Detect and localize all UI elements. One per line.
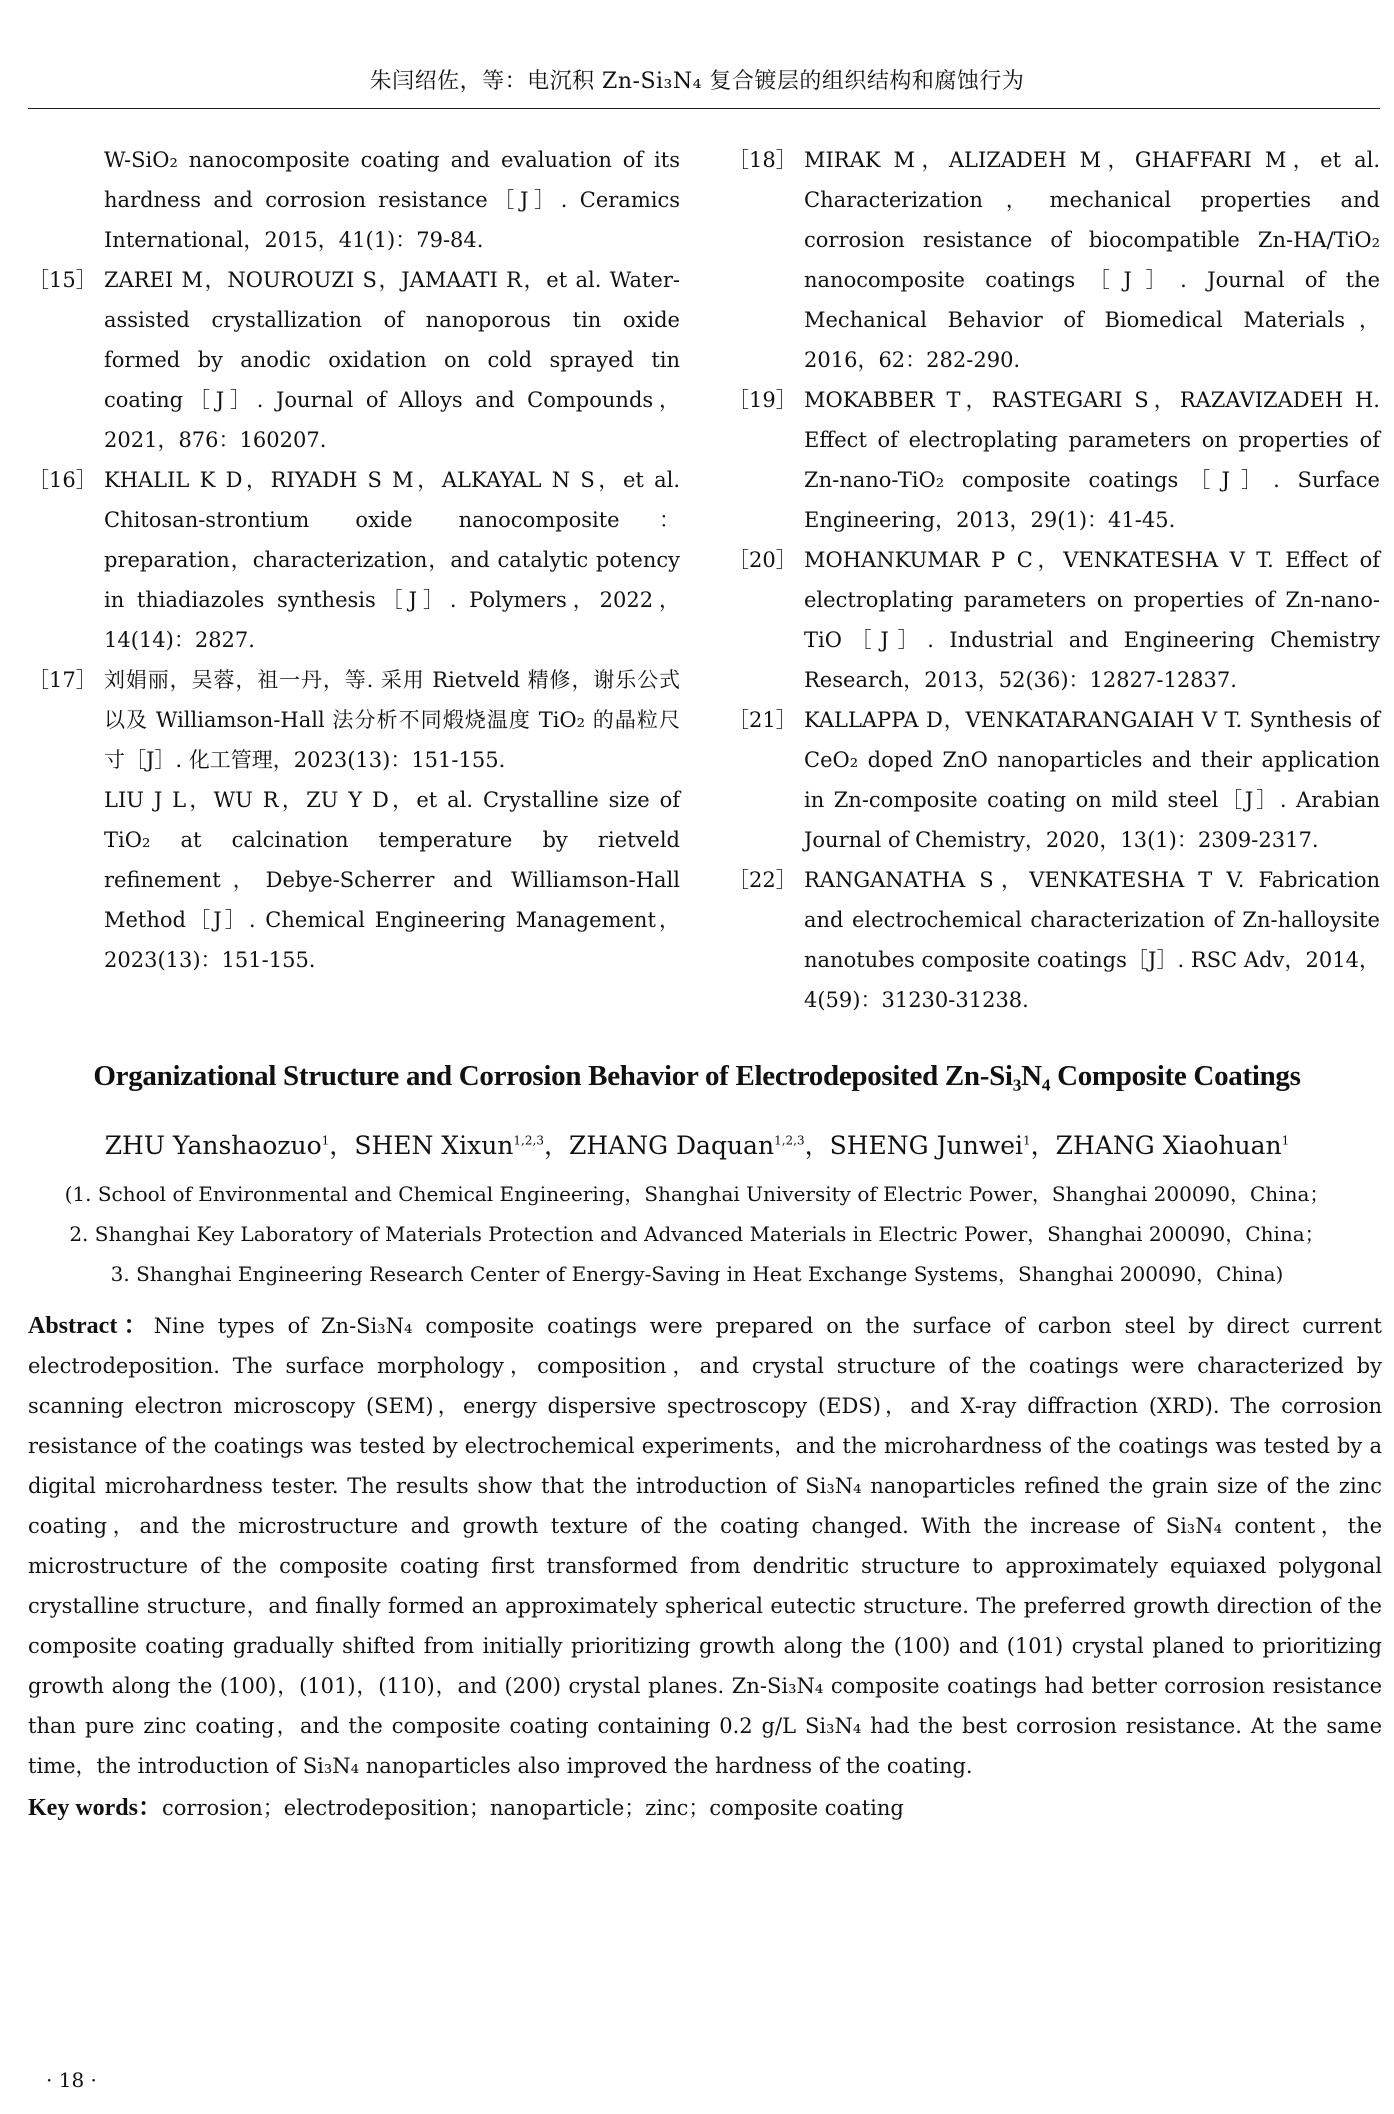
reference-text: ZAREI M，NOUROUZI S，JAMAATI R，et al. Water-assisted crystallization of nanoporous tin oxide formed by anodic oxidation on cold sprayed tin coating［J］. Journal of Alloys and Compounds，2021，876：160207. [104,268,680,452]
reference-number: ［20］ [728,548,797,572]
author-affiliation-mark: 1 [321,1133,330,1148]
author-name: ZHANG Daquan [568,1131,775,1160]
reference-text: KHALIL K D，RIYADH S M，ALKAYAL N S，et al. Chitosan-strontium oxide nanocomposite：preparation，characterization，and catalytic potency in thiadiazoles synthesis［J］. Polymers，2022，14(14)：2827. [104,468,680,652]
reference-body [104,260,680,460]
reference-number: ［15］ [28,268,97,292]
abstract-text: Nine types of Zn-Si₃N₄ composite coatings were prepared on the surface of carbon steel by direct current electrodeposition. The surface morphology，composition，and crystal structure of the coatings were characterized by scanning electron microscopy (SEM)，energy dispersive spectroscopy (EDS)，and X-ray diffraction (XRD). The corrosion resistance of the coatings was tested by electrochemical experiments，and the microhardness of the coatings was tested by a digital microhardness tester. The results show that the introduction of Si₃N₄ nanoparticles refined the grain size of the zinc coating，and the microstructure and growth texture of the coating changed. With the increase of Si₃N₄ content，the microstructure of the composite coating first transformed from dendritic structure to approximately equiaxed polygonal crystalline structure，and finally formed an approximately spherical eutectic structure. The preferred growth direction of the composite coating gradually shifted from initially prioritizing growth along the (100) and (101) crystal planed to prioritizing growth along the (100)，(101)，(110)，and (200) crystal planes. Zn-Si₃N₄ composite coatings had better corrosion resistance than pure zinc coating，and the composite coating containing 0.2 g/L Si₃N₄ had the best corrosion resistance. At the same time，the introduction of Si₃N₄ nanoparticles also improved the hardness of the coating. [28,1314,1382,1778]
reference-number: ［16］ [28,468,97,492]
reference-item [28,460,680,660]
header-rule [28,108,1380,109]
reference-number [28,140,104,260]
reference-body [804,860,1380,1020]
reference-text: LIU J L，WU R，ZU Y D，et al. Crystalline size of TiO₂ at calcination temperature by rietveld refinement，Debye-Scherrer and Williamson-Hall Method［J］. Chemical Engineering Management，2023(13)：151-155. [104,788,680,972]
reference-body [104,140,680,260]
reference-item [728,140,1380,380]
reference-text: MIRAK M，ALIZADEH M，GHAFFARI M，et al. Characterization，mechanical properties and corrosion resistance of biocompatible Zn-HA/TiO₂ nanocomposite coatings［J］. Journal of the Mechanical Behavior of Biomedical Materials，2016，62：282-290. [804,148,1380,372]
abstract [28,1306,1382,1786]
keywords [28,1788,1382,1828]
author-separator: ， [1030,1131,1056,1160]
abstract-label: Abstract： [28,1313,154,1339]
author-affiliation-mark: 1 [1023,1133,1031,1148]
page-number: · 18 · [46,2068,97,2092]
author-name: SHENG Junwei [829,1131,1024,1160]
reference-item [728,860,1380,1020]
reference-item [28,660,680,980]
running-title: 朱闫绍佐，等：电沉积 Zn-Si₃N₄ 复合镀层的组织结构和腐蚀行为 [369,69,1025,94]
reference-text: W-SiO₂ nanocomposite coating and evaluation of its hardness and corrosion resistance［J］. Ceramics International，2015，41(1)：79-84. [104,148,680,252]
author-name: ZHANG Xiaohuan [1055,1131,1282,1160]
author-affiliation-mark: 1,2,3 [774,1133,805,1148]
reference-item [728,380,1380,540]
reference-text: KALLAPPA D，VENKATARANGAIAH V T. Synthesis of CeO₂ doped ZnO nanoparticles and their application in Zn-composite coating on mild steel［J］. Arabian Journal of Chemistry，2020，13(1)：2309-2317. [804,708,1380,852]
reference-body [804,540,1380,700]
reference-text: 刘娟丽，吴蓉，祖一丹，等. 采用 Rietveld 精修，谢乐公式以及 Williamson-Hall 法分析不同煅烧温度 TiO₂ 的晶粒尺寸［J］. 化工管理，2023(13)：151-155. [104,668,680,772]
author-separator: ， [329,1131,355,1160]
reference-item [28,140,680,260]
author-affiliation-mark: 1,2,3 [513,1133,544,1148]
author-separator: ， [543,1131,569,1160]
author-list [0,1126,1394,1162]
reference-body [104,460,680,660]
reference-item [28,260,680,460]
author-name: ZHU Yanshaozuo [104,1131,322,1160]
reference-text: MOHANKUMAR P C，VENKATESHA V T. Effect of electroplating parameters on properties of Zn-nano-TiO［J］. Industrial and Engineering Chemistry Research，2013，52(36)：12827-12837. [804,548,1380,692]
reference-number: ［18］ [728,148,797,172]
reference-number: ［17］ [28,668,97,692]
references-right-column [728,140,1380,1020]
reference-body [104,660,680,980]
author-separator: ， [804,1131,830,1160]
reference-body [804,700,1380,860]
reference-item [728,700,1380,860]
affiliation-3: 3. Shanghai Engineering Research Center of Energy-Saving in Heat Exchange Systems，Shanghai 200090，China) [110,1262,1284,1286]
author-affiliation-mark: 1 [1281,1133,1290,1148]
author-name: SHEN Xixun [354,1131,514,1160]
reference-number: ［21］ [728,708,797,732]
affiliation-2: 2. Shanghai Key Laboratory of Materials Protection and Advanced Materials in Electric Power，Shanghai 200090，China； [69,1222,1325,1246]
reference-text: MOKABBER T，RASTEGARI S，RAZAVIZADEH H. Effect of electroplating parameters on properties of Zn-nano-TiO₂ composite coatings［J］. Surface Engineering，2013，29(1)：41-45. [804,388,1380,532]
reference-item [728,540,1380,700]
references-left-column [28,140,680,980]
reference-body [804,140,1380,380]
affiliation-1: (1. School of Environmental and Chemical Engineering，Shanghai University of Electric Power，Shanghai 200090，China； [64,1182,1330,1206]
reference-number: ［19］ [728,388,797,412]
english-title: Organizational Structure and Corrosion Behavior of Electrodeposited Zn-Si₃N₄ Composite Coatings [93,1060,1301,1092]
reference-number: ［22］ [728,868,797,892]
keywords-label: Key words： [28,1795,162,1821]
reference-text: RANGANATHA S，VENKATESHA T V. Fabrication and electrochemical characterization of Zn-halloysite nanotubes composite coatings［J］. RSC Adv，2014，4(59)：31230-31238. [804,868,1380,1012]
keywords-text: corrosion；electrodeposition；nanoparticle；zinc；composite coating [162,1796,904,1820]
reference-body [804,380,1380,540]
